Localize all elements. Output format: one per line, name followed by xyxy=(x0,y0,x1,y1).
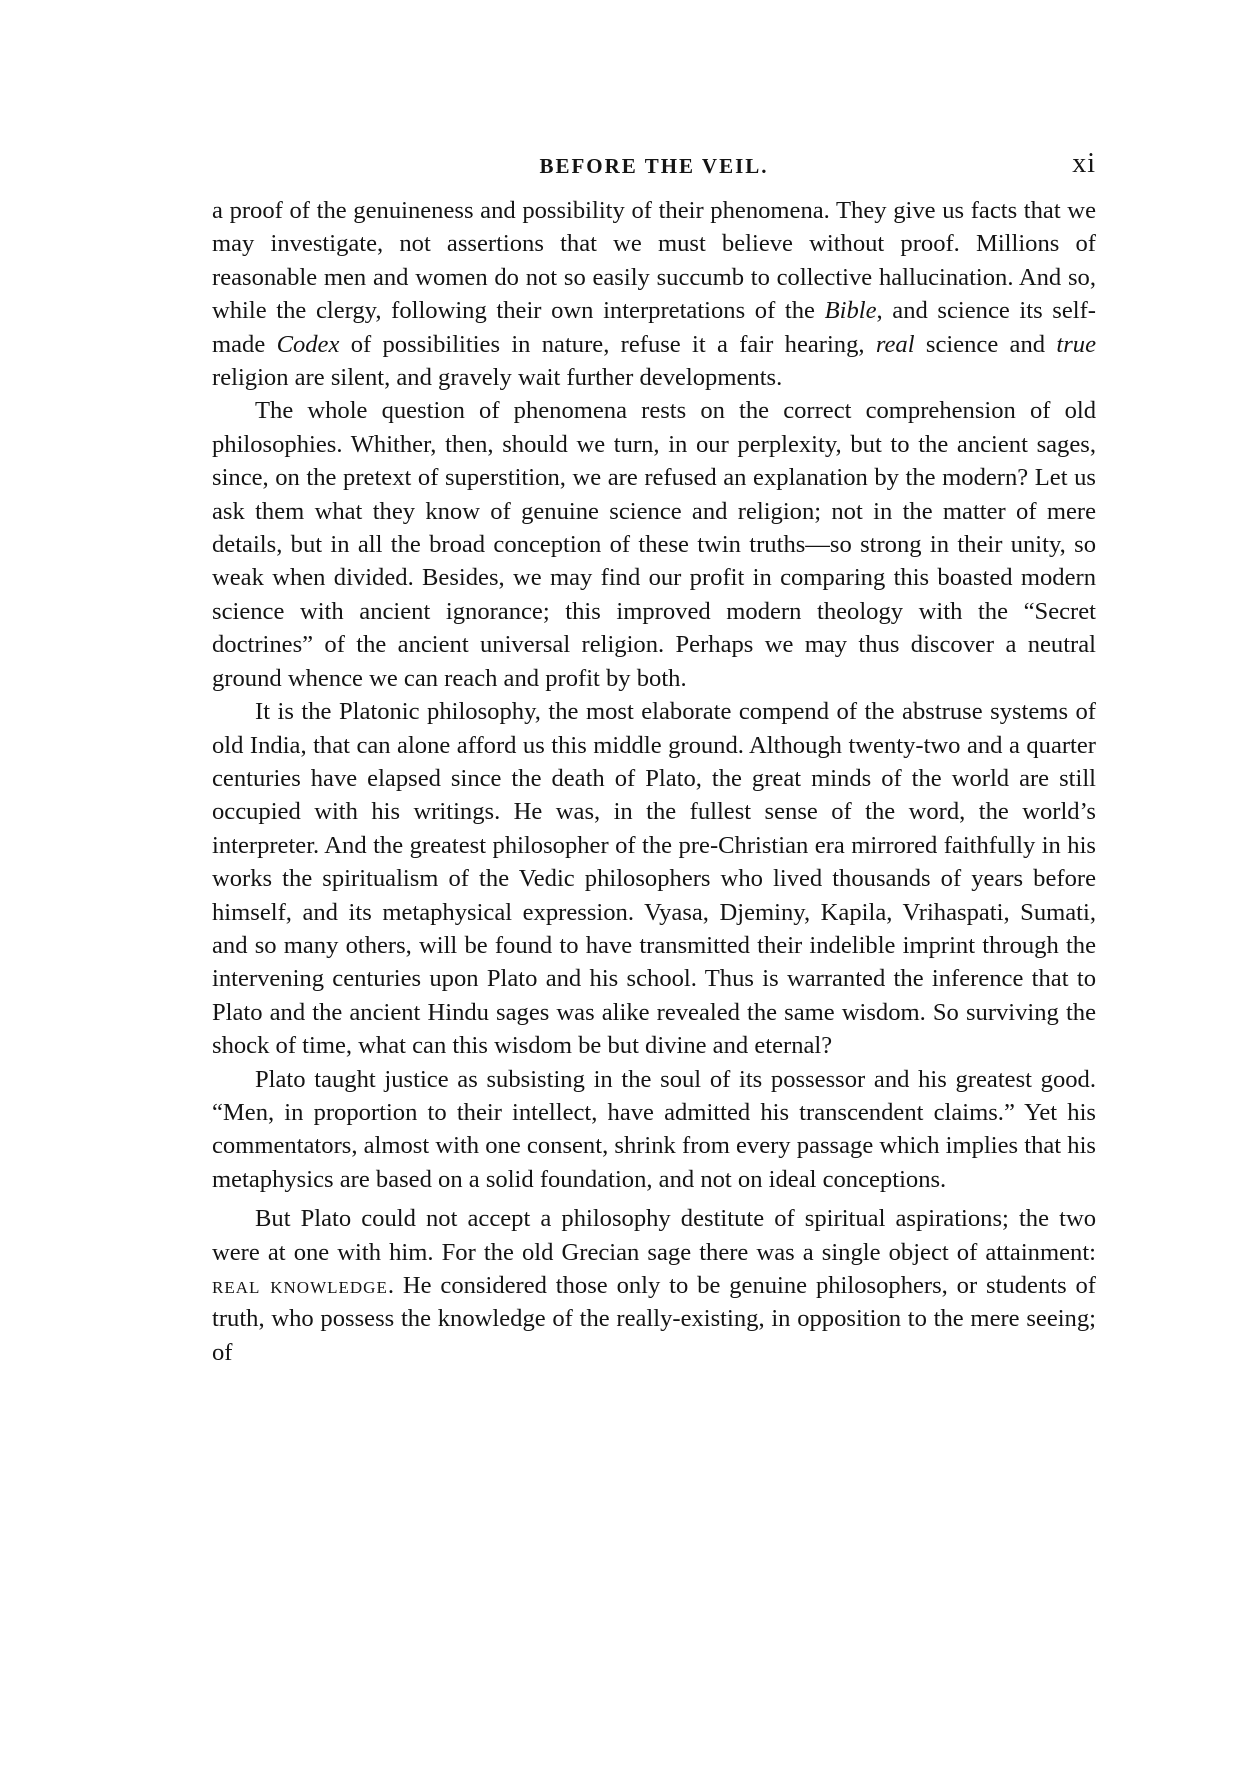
paragraph-3: It is the Platonic philosophy, the most elaborate compend of the abstruse systems of old India, that can alone afford us this middle ground. Although twenty-two and a quarter centuries have elapsed since the death of Plato, the great minds of the world are still occupied with his writings. He was, in the fullest sense of the word, the world’s interpreter. And the greatest philosopher of the pre-Christian era mirrored faithfully in his works the spiritualism of the Vedic philosophers who lived thousands of years before himself, and its metaphysical expression. Vyasa, Djeminy, Kapila, Vrihaspati, Sumati, and so many others, will be found to have transmitted their indelible imprint through the intervening centuries upon Plato and his school. Thus is warranted the inference that to Plato and the ancient Hindu sages was alike revealed the same wisdom. So surviving the shock of time, what can this wisdom be but divine and eternal? xyxy=(212,698,1096,1060)
p1-italic-true: true xyxy=(1056,330,1096,358)
p1-text-d: science and xyxy=(914,330,1057,358)
p1-italic-bible: Bible xyxy=(824,297,877,325)
p1-text-e: religion are silent, and gravely wait further developments. xyxy=(212,364,783,392)
p5-text-a: But Plato could not accept a philosophy destitute of spiritual aspirations; the two were at one with him. For the old Grecian sage there was a single object of attainment: xyxy=(212,1205,1096,1266)
paragraph-2: The whole question of phenomena rests on the correct comprehension of old philosophies. Whither, then, should we turn, in our perplexity, but to the ancient sages, since, on the pretext of superstition, we are refused an explanation by the modern? Let us ask them what they know of genuine science and religion; not in the matter of mere details, but in all the broad conception of these twin truths—so strong in their unity, so weak when divided. Besides, we may find our profit in comparing this boasted modern science with ancient ignorance; this improved modern theology with the “Secret doctrines” of the ancient universal religion. Perhaps we may thus discover a neutral ground whence we can reach and profit by both. xyxy=(212,397,1096,692)
paragraph-4: Plato taught justice as subsisting in the soul of its possessor and his greatest good. “Men, in proportion to their intellect, have admitted his transcendent claims.” Yet his commentators, almost with one consent, shrink from every passage which implies that his metaphysics are based on a solid foundation, and not on ideal conceptions. xyxy=(212,1065,1096,1193)
p5-small-caps: real knowledge xyxy=(212,1272,388,1299)
p5-text-b: . He considered those only to be genuine philosophers, or students of truth, who possess the knowledge of the really-existing, in opposition to the mere seeing; of xyxy=(212,1272,1096,1366)
book-page xyxy=(212,148,1096,1369)
running-head xyxy=(212,148,1096,182)
p1-text-a: a proof of the genuineness and possibility of their phenomena. They give us facts that we may investigate, not assertions that we must believe without proof. Millions of reasonable men and women do not so easily succumb to collective hallucination. And so, while the clergy, following their own interpretations of the xyxy=(212,197,1096,325)
page-number: xi xyxy=(1072,148,1096,179)
p1-italic-real: real xyxy=(875,330,915,358)
running-title: BEFORE THE VEIL. xyxy=(539,154,769,178)
p1-text-c: of possibilities in nature, refuse it a fair hearing, xyxy=(339,330,876,358)
paragraph-1 xyxy=(212,194,1096,394)
p1-text-b: , and science its self-made xyxy=(212,297,1096,358)
p1-italic-codex: Codex xyxy=(276,330,340,358)
paragraph-5 xyxy=(212,1202,1096,1369)
